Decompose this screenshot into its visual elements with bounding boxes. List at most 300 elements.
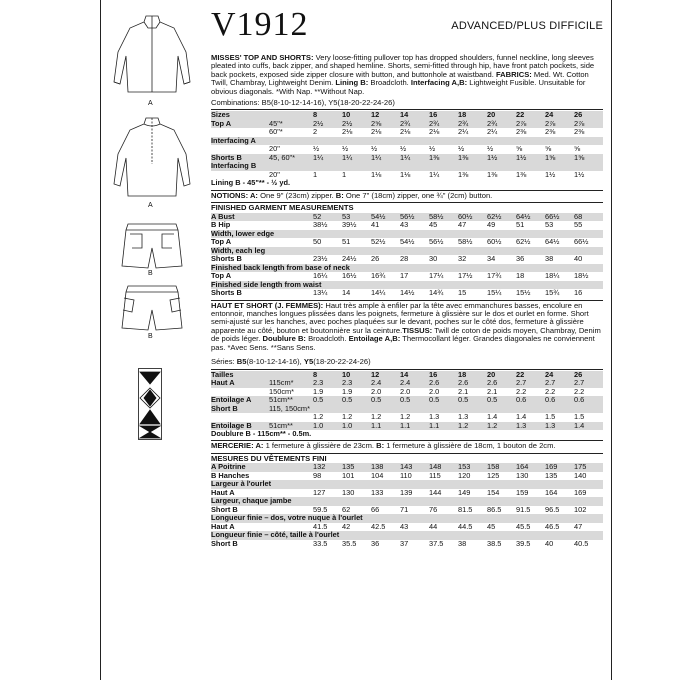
table-cell: 130 bbox=[516, 470, 529, 480]
table-cell: 18½ bbox=[574, 271, 589, 281]
table-cell: 17¼ bbox=[429, 271, 444, 281]
table-cell: 14 bbox=[400, 111, 429, 120]
table-cell: 1.1 bbox=[400, 422, 429, 431]
table-cell: 1½ bbox=[487, 154, 516, 163]
table-cell: Largeur, chaque jambe bbox=[211, 497, 603, 506]
table-cell: 169 bbox=[545, 463, 574, 472]
table-cell: 17¾ bbox=[487, 271, 502, 281]
shorts-b-front-sketch bbox=[120, 220, 184, 272]
table-cell: 26 bbox=[574, 371, 603, 380]
table-cell: 22 bbox=[516, 111, 545, 120]
table-cell: 2½ bbox=[342, 120, 371, 129]
description-en: MISSES' TOP AND SHORTS: Very loose-fitting pullover top has dropped shoulders, funnel neckline, long sleeves pleated into cuffs, back zipper, and shaped hemline. Shorts, semi-fitted through hip, have front patch pockets, side back pockets, exposed side zipper closure with button, and buttonhole at waistband. FABRICS: Med. Wt. Cotton Twill, Chambray, Lightweight Denim. Lining B: Broadcloth. Interfacing A,B: Lightweight Fusible. Unsuitable for obvious diagonals. *With Nap. **Without Nap. bbox=[211, 53, 595, 96]
table-cell: 44.5 bbox=[458, 521, 473, 531]
pattern-content bbox=[211, 8, 603, 548]
table-cell: Top A bbox=[211, 237, 232, 247]
table-cell: 8 bbox=[313, 371, 342, 380]
table-cell: 37 bbox=[400, 538, 409, 548]
table-cell: 1.5 bbox=[545, 412, 556, 421]
table-cell: Largeur à l'ourlet bbox=[211, 480, 603, 489]
table-cell: Shorts B bbox=[211, 288, 242, 298]
table-cell: 1.5 bbox=[574, 412, 585, 421]
table-cell: 2.7 bbox=[516, 379, 545, 388]
table-cell: 0.5 bbox=[400, 396, 429, 405]
table-cell: 140 bbox=[574, 470, 587, 480]
table-cell: 64½ bbox=[516, 213, 545, 222]
table-cell: Tailles bbox=[211, 371, 313, 380]
table-cell: 1¼ bbox=[429, 169, 440, 179]
table-cell: 1.2 bbox=[400, 412, 411, 421]
table-cell: 102 bbox=[574, 504, 587, 514]
table-cell: 2 bbox=[313, 127, 318, 137]
table-cell: 175 bbox=[574, 463, 603, 472]
table-cell: 1½ bbox=[516, 154, 545, 163]
table-cell: 1.4 bbox=[487, 412, 498, 421]
table-cell bbox=[313, 162, 342, 171]
table-cell: 143 bbox=[400, 463, 429, 472]
table-cell: 43 bbox=[400, 220, 409, 230]
table-cell: 18 bbox=[458, 111, 487, 120]
lining-note-en: Lining B - 45"** - ½ yd. bbox=[211, 178, 291, 188]
table-cell: Width, each leg bbox=[211, 247, 603, 256]
table-cell: 56½ bbox=[429, 237, 444, 247]
table-cell: 45 bbox=[429, 220, 438, 230]
table-cell: Entoilage B bbox=[211, 422, 269, 431]
table-cell: 51 bbox=[342, 237, 351, 247]
series-fr: Séries: B5(8-10-12-14-16), Y5(18-20-22-24-26) bbox=[211, 357, 371, 367]
table-cell: 14¼ bbox=[371, 288, 386, 298]
table-cell: 37.5 bbox=[429, 538, 444, 548]
table-cell: 138 bbox=[371, 463, 400, 472]
table-cell: 24 bbox=[545, 111, 574, 120]
table-cell: ½ bbox=[342, 144, 349, 154]
table-cell: 2¾ bbox=[429, 120, 458, 129]
table-cell: Shorts B bbox=[211, 154, 269, 163]
description-fr: HAUT ET SHORT (J. FEMMES): Haut très ample à enfiler par la tête avec emmanchures basses, encolure en entonnoir, manches longues plissées dans les poignets, fermeture à glissière sur le dos et ourlet en forme. Short semi-ajusté sur les hanches, avec poches plaquées sur le devant, poches sur le côté dos, fermeture à glissière apparente au côté, bouton et boutonnière sur la ceinture.TISSUS: Twill de coton de poids moyen, Chambray, Denim de poids léger. Doublure B: Broadcloth. Entoilage A,B: Thermocollant léger. Grandes diagonales ne conviennent pas. *Avec Sens. **Sans Sens. bbox=[211, 300, 601, 352]
table-cell: ½ bbox=[429, 144, 436, 154]
table-cell: 0.6 bbox=[516, 396, 545, 405]
doublure-note-fr: Doublure B - 115cm** - 0.5m. bbox=[211, 429, 312, 438]
table-cell: Haut A bbox=[211, 521, 235, 531]
table-cell: 49 bbox=[487, 220, 496, 230]
table-cell: 104 bbox=[371, 470, 384, 480]
table-cell: 125 bbox=[487, 470, 500, 480]
table-cell: 127 bbox=[313, 487, 326, 497]
table-cell: Top A bbox=[211, 120, 269, 129]
table-cell: 16¼ bbox=[313, 271, 328, 281]
table-cell: 40 bbox=[574, 254, 583, 264]
table-cell: 1⅜ bbox=[458, 169, 469, 179]
table-cell: 2⅞ bbox=[545, 120, 574, 129]
table-cell: 2.1 bbox=[458, 386, 469, 396]
table-cell: Longueur finie – dos, votre nuque à l'ourlet bbox=[211, 514, 603, 523]
table-cell: Short B bbox=[211, 405, 269, 414]
table-cell: 14½ bbox=[400, 288, 415, 298]
table-cell: Short B bbox=[211, 504, 238, 514]
table-cell: Haut A bbox=[211, 379, 269, 388]
table-cell: 0.5 bbox=[342, 396, 371, 405]
table-cell: 1.2 bbox=[342, 412, 353, 421]
table-cell: 20 bbox=[487, 111, 516, 120]
table-cell: 154 bbox=[487, 487, 500, 497]
table-cell: Sizes bbox=[211, 111, 313, 120]
table-cell: 2.6 bbox=[429, 379, 458, 388]
table-cell: 38.5 bbox=[487, 538, 502, 548]
table-cell: 139 bbox=[400, 487, 413, 497]
table-cell: 64½ bbox=[545, 237, 560, 247]
table-cell: 2¼ bbox=[487, 127, 498, 137]
table-cell: Shorts B bbox=[211, 254, 242, 264]
table-cell: 149 bbox=[458, 487, 471, 497]
table-cell: 24 bbox=[545, 371, 574, 380]
table-cell: 120 bbox=[458, 470, 471, 480]
table-cell: 34 bbox=[487, 254, 496, 264]
table-cell: 2.2 bbox=[516, 386, 527, 396]
table-cell: 2.3 bbox=[342, 379, 371, 388]
table-cell: 1.3 bbox=[429, 412, 440, 421]
table-cell: 54½ bbox=[371, 213, 400, 222]
pattern-code: V1912 bbox=[211, 6, 309, 43]
table-cell: 1¼ bbox=[400, 154, 429, 163]
table-cell: 98 bbox=[313, 470, 322, 480]
table-cell: 1¼ bbox=[313, 154, 342, 163]
table-cell: 81.5 bbox=[458, 504, 473, 514]
table-cell: 39.5 bbox=[516, 538, 531, 548]
table-cell: 135 bbox=[342, 463, 371, 472]
table-cell: ½ bbox=[400, 144, 407, 154]
table-cell: 1.0 bbox=[342, 422, 371, 431]
table-cell: 2⅞ bbox=[516, 120, 545, 129]
finished-table-en bbox=[211, 213, 603, 298]
table-cell: 53 bbox=[545, 220, 554, 230]
table-cell: 59.5 bbox=[313, 504, 328, 514]
table-cell: 0.6 bbox=[545, 396, 574, 405]
table-cell: 53 bbox=[342, 213, 371, 222]
table-cell: 1.9 bbox=[313, 386, 324, 396]
table-cell: 2½ bbox=[313, 120, 342, 129]
table-row bbox=[211, 154, 603, 163]
table-cell: 60"* bbox=[269, 127, 283, 137]
table-cell: 2⅝ bbox=[371, 120, 400, 129]
table-cell: 23½ bbox=[313, 254, 328, 264]
table-cell: 76 bbox=[429, 504, 438, 514]
table-row bbox=[211, 289, 603, 298]
difficulty-level: ADVANCED/PLUS DIFFICILE bbox=[451, 20, 603, 32]
finished-title-fr: MESURES DU VÊTEMENTS FINI bbox=[211, 453, 327, 463]
table-cell: 133 bbox=[371, 487, 384, 497]
table-cell: 8 bbox=[313, 111, 342, 120]
table-row bbox=[211, 128, 603, 137]
table-cell: 1 bbox=[342, 169, 347, 179]
table-cell: 164 bbox=[545, 487, 558, 497]
yardage-table-fr bbox=[211, 371, 603, 431]
table-cell: 14¾ bbox=[429, 288, 444, 298]
table-cell: 148 bbox=[429, 463, 458, 472]
table-cell: 71 bbox=[400, 504, 409, 514]
table-cell: 1.0 bbox=[313, 422, 342, 431]
table-cell: 2⅜ bbox=[516, 127, 527, 137]
table-cell: 15 bbox=[458, 288, 467, 298]
table-cell: 66½ bbox=[574, 237, 589, 247]
table-cell: 51 bbox=[516, 220, 525, 230]
table-cell: 66 bbox=[371, 504, 380, 514]
table-cell: Longueur finie – côté, taille à l'ourlet bbox=[211, 531, 603, 540]
header bbox=[211, 8, 603, 54]
table-cell: 18¼ bbox=[545, 271, 560, 281]
table-cell: 51cm** bbox=[269, 396, 313, 405]
table-cell: 2.0 bbox=[371, 386, 382, 396]
table-cell: 12 bbox=[371, 111, 400, 120]
table-cell: 135 bbox=[545, 470, 558, 480]
table-cell: 36 bbox=[371, 538, 380, 548]
table-cell: 28 bbox=[400, 254, 409, 264]
table-cell: 158 bbox=[487, 463, 516, 472]
table-cell: 26 bbox=[371, 254, 380, 264]
table-cell: 45, 60"* bbox=[269, 154, 313, 163]
table-cell: 40 bbox=[545, 538, 554, 548]
table-cell: ½ bbox=[371, 144, 378, 154]
table-cell: 46.5 bbox=[545, 521, 560, 531]
table-cell: 1½ bbox=[545, 169, 556, 179]
sketch-label-a2: A bbox=[148, 202, 153, 209]
table-cell: 1.1 bbox=[429, 422, 458, 431]
table-cell: 60½ bbox=[487, 237, 502, 247]
table-cell: 38 bbox=[545, 254, 554, 264]
table-cell: 1.9 bbox=[342, 386, 353, 396]
table-cell: 45"* bbox=[269, 120, 313, 129]
table-cell: 2⅞ bbox=[574, 120, 603, 129]
table-cell: 1.3 bbox=[516, 422, 545, 431]
finished-title-en: FINISHED GARMENT MEASUREMENTS bbox=[211, 203, 354, 213]
table-cell: 0.5 bbox=[371, 396, 400, 405]
table-cell: 86.5 bbox=[487, 504, 502, 514]
table-cell: 2¾ bbox=[400, 120, 429, 129]
table-cell: 16½ bbox=[342, 271, 357, 281]
table-cell: 2.3 bbox=[313, 379, 342, 388]
table-cell: 1⅜ bbox=[458, 154, 487, 163]
table-cell: 2.4 bbox=[371, 379, 400, 388]
table-cell: 42.5 bbox=[371, 521, 386, 531]
table-cell: 68 bbox=[574, 213, 603, 222]
table-cell: 2.2 bbox=[574, 386, 585, 396]
yardage-table-en bbox=[211, 111, 603, 179]
table-cell: 33.5 bbox=[313, 538, 328, 548]
sketch-label-a1: A bbox=[148, 100, 153, 107]
table-cell: 13¼ bbox=[313, 288, 328, 298]
table-cell: 91.5 bbox=[516, 504, 531, 514]
table-cell: 0.5 bbox=[458, 396, 487, 405]
table-cell: 14 bbox=[400, 371, 429, 380]
table-cell: 22 bbox=[516, 371, 545, 380]
table-cell: 1½ bbox=[574, 169, 585, 179]
table-cell: 96.5 bbox=[545, 504, 560, 514]
table-cell: 2.2 bbox=[545, 386, 556, 396]
table-cell: Finished back length from base of neck bbox=[211, 264, 603, 273]
table-cell: 1.3 bbox=[545, 422, 574, 431]
table-cell: 15½ bbox=[516, 288, 531, 298]
table-cell: 52½ bbox=[371, 237, 386, 247]
table-cell: 41 bbox=[371, 220, 380, 230]
table-row bbox=[211, 238, 603, 247]
table-cell: 1¼ bbox=[342, 154, 371, 163]
table-cell: 26 bbox=[574, 111, 603, 120]
table-cell: 1.1 bbox=[371, 422, 400, 431]
table-cell: 41.5 bbox=[313, 521, 328, 531]
finished-table-fr bbox=[211, 463, 603, 548]
table-cell: 153 bbox=[458, 463, 487, 472]
table-cell: B Hip bbox=[211, 220, 231, 230]
table-cell: 159 bbox=[516, 487, 529, 497]
table-cell: 35.5 bbox=[342, 538, 357, 548]
table-cell: 2⅛ bbox=[371, 127, 382, 137]
table-cell: 2.6 bbox=[487, 379, 516, 388]
top-a-back-sketch bbox=[108, 114, 196, 202]
table-cell: 36 bbox=[516, 254, 525, 264]
table-cell: 18 bbox=[458, 371, 487, 380]
table-cell: 150cm* bbox=[269, 386, 295, 396]
table-cell: 56½ bbox=[400, 213, 429, 222]
table-cell: Entoilage A bbox=[211, 396, 269, 405]
table-cell: ½ bbox=[313, 144, 320, 154]
table-cell: 17 bbox=[400, 271, 409, 281]
notions-en: NOTIONS: A: One 9" (23cm) zipper. B: One 7" (18cm) zipper, one ¾" (2cm) button. bbox=[211, 190, 493, 200]
table-cell: 1.4 bbox=[516, 412, 527, 421]
table-cell: 32 bbox=[458, 254, 467, 264]
table-cell: 115cm* bbox=[269, 379, 313, 388]
table-cell: Haut A bbox=[211, 487, 235, 497]
table-cell: 1⅜ bbox=[487, 169, 498, 179]
table-cell: 110 bbox=[400, 470, 412, 480]
table-cell: 47 bbox=[574, 521, 583, 531]
table-cell: 132 bbox=[313, 463, 342, 472]
table-cell: 24½ bbox=[342, 254, 357, 264]
table-cell: 101 bbox=[342, 470, 355, 480]
table-cell: 52 bbox=[313, 213, 342, 222]
table-cell: 17½ bbox=[458, 271, 473, 281]
table-cell: 2.0 bbox=[429, 386, 440, 396]
table-cell: 16 bbox=[429, 371, 458, 380]
table-cell: 2.7 bbox=[574, 379, 603, 388]
table-cell: 1⅝ bbox=[574, 154, 603, 163]
table-cell: 45.5 bbox=[516, 521, 531, 531]
table-cell: 20" bbox=[269, 169, 280, 179]
table-cell: 38½ bbox=[313, 220, 328, 230]
table-cell: 2.1 bbox=[487, 386, 498, 396]
sketch-label-b2: B bbox=[148, 333, 153, 340]
table-cell: Width, lower edge bbox=[211, 230, 603, 239]
table-cell: 18 bbox=[516, 271, 525, 281]
table-cell: 39½ bbox=[342, 220, 357, 230]
table-cell: 38 bbox=[458, 538, 467, 548]
table-cell: 2⅛ bbox=[400, 127, 411, 137]
table-cell: 2⅛ bbox=[429, 127, 440, 137]
table-cell: 2⅜ bbox=[545, 127, 556, 137]
table-cell: 16¾ bbox=[371, 271, 386, 281]
table-cell: 115, 150cm* bbox=[269, 405, 313, 414]
table-cell: Top A bbox=[211, 271, 232, 281]
table-cell: Short B bbox=[211, 538, 238, 548]
table-cell: 2.7 bbox=[545, 379, 574, 388]
table-cell: 54½ bbox=[400, 237, 415, 247]
table-cell: 62½ bbox=[487, 213, 516, 222]
table-cell: 47 bbox=[458, 220, 467, 230]
table-cell: ⅝ bbox=[545, 144, 552, 154]
table-cell: 10 bbox=[342, 371, 371, 380]
table-cell: 58½ bbox=[429, 213, 458, 222]
table-cell: 14 bbox=[342, 288, 351, 298]
table-cell: 16 bbox=[574, 288, 583, 298]
table-cell: 40.5 bbox=[574, 538, 589, 548]
table-cell: 1.2 bbox=[458, 422, 487, 431]
table-cell: 0.6 bbox=[574, 396, 603, 405]
table-cell: 169 bbox=[574, 487, 587, 497]
table-row bbox=[211, 540, 603, 549]
top-a-front-sketch bbox=[108, 12, 196, 100]
table-cell: 2¾ bbox=[458, 120, 487, 129]
table-cell: 58½ bbox=[458, 237, 473, 247]
table-cell: 1.4 bbox=[574, 422, 603, 431]
table-cell: Interfacing A bbox=[211, 137, 269, 146]
table-cell: 115 bbox=[429, 470, 441, 480]
table-cell: 62 bbox=[342, 504, 351, 514]
table-cell: 1 bbox=[313, 169, 318, 179]
table-cell: 12 bbox=[371, 371, 400, 380]
table-cell: 2.6 bbox=[458, 379, 487, 388]
table-cell: 60½ bbox=[458, 213, 487, 222]
table-cell: ½ bbox=[458, 144, 465, 154]
table-cell: 144 bbox=[429, 487, 442, 497]
table-cell: 15¾ bbox=[545, 288, 560, 298]
table-cell: 2⅜ bbox=[574, 127, 585, 137]
table-cell: 2⅛ bbox=[342, 127, 353, 137]
table-cell: 2¼ bbox=[458, 127, 469, 137]
table-cell: ⅝ bbox=[574, 144, 581, 154]
table-cell: 0.5 bbox=[487, 396, 516, 405]
table-cell: 51cm** bbox=[269, 422, 313, 431]
table-cell: 2.0 bbox=[400, 386, 411, 396]
table-cell: 30 bbox=[429, 254, 438, 264]
table-cell: 1⅜ bbox=[516, 169, 527, 179]
table-cell: 2¾ bbox=[487, 120, 516, 129]
table-cell: ⅝ bbox=[516, 144, 523, 154]
table-cell: 16 bbox=[429, 111, 458, 120]
table-cell: 1⅛ bbox=[400, 169, 411, 179]
table-cell: 1.2 bbox=[487, 422, 516, 431]
shorts-b-back-sketch bbox=[120, 282, 184, 334]
table-cell: 62½ bbox=[516, 237, 531, 247]
table-cell: 0.5 bbox=[313, 396, 342, 405]
table-cell: 66½ bbox=[545, 213, 574, 222]
combinations-en: Combinations: B5(8-10-12-14-16), Y5(18-20-22-24-26) bbox=[211, 98, 395, 108]
table-cell: 55 bbox=[574, 220, 583, 230]
table-cell: 43 bbox=[400, 521, 409, 531]
table-cell: 1⅝ bbox=[545, 154, 574, 163]
table-cell: 45 bbox=[487, 521, 496, 531]
table-cell: 2.4 bbox=[400, 379, 429, 388]
table-cell: 1.2 bbox=[371, 412, 382, 421]
table-cell: 20" bbox=[269, 144, 280, 154]
table-cell: A Bust bbox=[211, 213, 313, 222]
table-cell: 130 bbox=[342, 487, 355, 497]
mercerie-fr: MERCERIE: A: 1 fermeture à glissière de 23cm. B: 1 fermeture à glissière de 18cm, 1 bouton de 2cm. bbox=[211, 441, 556, 451]
table-cell: 20 bbox=[487, 371, 516, 380]
table-cell: B Hanches bbox=[211, 470, 250, 480]
table-cell bbox=[342, 162, 371, 171]
table-cell: 50 bbox=[313, 237, 322, 247]
table-cell: 164 bbox=[516, 463, 545, 472]
table-cell: 1⅛ bbox=[371, 169, 382, 179]
table-cell: 1¼ bbox=[371, 154, 400, 163]
